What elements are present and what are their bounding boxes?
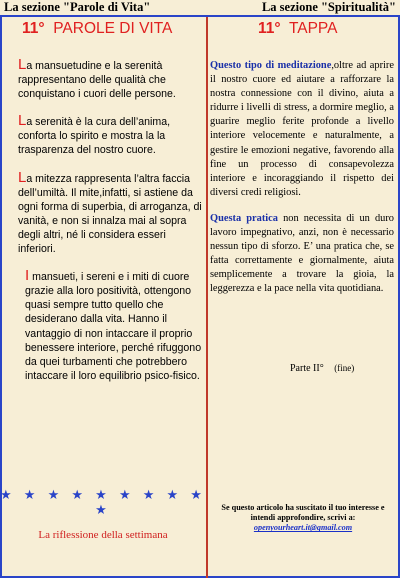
drop-cap: L xyxy=(18,112,27,130)
right-column-title xyxy=(258,20,337,42)
right-title-text: TAPPA xyxy=(288,20,338,37)
page-header xyxy=(0,0,400,17)
header-right-section: La sezione "Spiritualità" xyxy=(261,0,396,14)
column-divider xyxy=(206,17,208,578)
paragraph-text: non necessita di un duro lavoro impegnativo, anzi, non è necessario nessun tipo di sforzo. E’ una pratica che, se fatta correttamente e giornalmente, aiuta semplicemente a trovare la gioia, la leggerezza e la pace nella vita quotidiana. xyxy=(210,212,394,295)
paragraph-text: a mitezza rappresenta l’altra faccia dell’umiltà. Il mite,infatti, si astiene da ogni forma di superbia, di arroganza, di vanità, e non si innalza mai al sopra degli altri, né li considera esseri inferiori. xyxy=(18,172,202,256)
left-column-title xyxy=(22,20,172,42)
drop-cap: L xyxy=(18,56,27,73)
paragraph-text: ,oltre ad aprire il nostro cuore ed aiutare a rafforzare la nostra connessione con il divino, aiuta a ridurre i livelli di stress, a dormire meglio, a guarire meglio ferite profonde a livello interiore velocemente e naturalmente, a gestire le emozioni negative, favorendo alla fine un processo di consapevolezza interiore e incoraggiando il rispetto dei diversi credi religiosi. xyxy=(210,60,394,198)
paragraph xyxy=(18,269,204,383)
paragraph xyxy=(18,114,204,157)
weekly-reflection-caption: La riflessione della settimana xyxy=(38,529,168,541)
contact-note xyxy=(212,503,394,534)
left-title-text: PAROLE DI VITA xyxy=(53,20,173,37)
star-separator: ★ ★ ★ ★ ★ ★ ★ ★ ★ ★ xyxy=(0,488,206,518)
left-title-number: 11° xyxy=(22,20,45,37)
end-marker: (fine) xyxy=(334,363,355,373)
paragraph xyxy=(18,58,204,101)
drop-cap: I xyxy=(25,267,30,285)
right-column-body xyxy=(210,59,394,309)
paragraph-keyword: Questo tipo di meditazione xyxy=(210,60,332,71)
right-title-number: 11° xyxy=(258,20,281,37)
drop-cap: L xyxy=(18,168,27,186)
contact-text: Se questo articolo ha suscitato il tuo interesse e intendi approfondire, scrivi a: xyxy=(221,503,385,523)
part-indicator xyxy=(290,363,354,374)
paragraph-text: a serenità è la cura dell’anima, conforta lo spirito e mostra la la trasparenza del nostro cuore. xyxy=(18,116,171,157)
paragraph-text: a mansuetudine e la serenità rappresentano delle qualità che conquistano i cuori delle persone. xyxy=(18,60,176,101)
paragraph-keyword: Questa pratica xyxy=(210,212,278,224)
paragraph xyxy=(210,59,394,200)
part-number: Parte II° xyxy=(290,363,324,374)
header-left-section: La sezione "Parole di Vita" xyxy=(4,0,151,14)
left-column-body xyxy=(18,58,204,396)
paragraph xyxy=(18,168,204,257)
paragraph-text: mansueti, i sereni e i miti di cuore grazie alla loro positività, ottengono quasi sempre tutto quello che desiderano dalla vita. Hanno il vantaggio di non intaccare il proprio benessere interiore, perché rifuggono da quei turbamenti che potrebbero intaccare il loro equilibrio psico-fisico. xyxy=(25,271,202,382)
contact-email-link[interactable]: openyourheart.it@gmail.com xyxy=(253,523,353,533)
paragraph xyxy=(210,212,394,297)
